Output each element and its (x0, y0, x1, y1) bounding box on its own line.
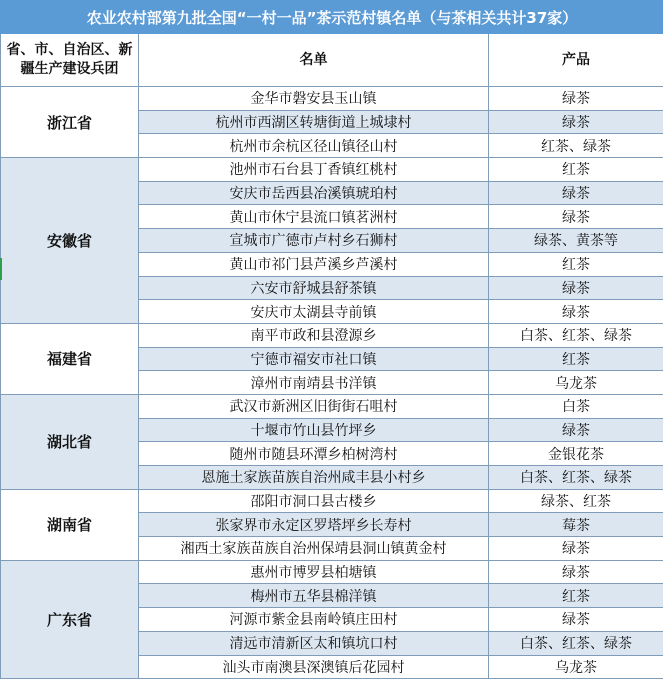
province-cell[interactable]: 安徽省 (1, 158, 139, 324)
product-cell[interactable]: 白茶、红茶、绿茶 (489, 631, 663, 655)
product-cell[interactable]: 绿茶 (489, 418, 663, 442)
table-row (1, 158, 663, 182)
name-cell[interactable]: 随州市随县环潭乡柏树湾村 (139, 442, 489, 466)
product-cell[interactable]: 绿茶 (489, 181, 663, 205)
name-cell[interactable]: 南平市政和县澄源乡 (139, 323, 489, 347)
name-cell[interactable]: 邵阳市洞口县古楼乡 (139, 489, 489, 513)
product-cell[interactable]: 绿茶 (489, 608, 663, 632)
product-cell[interactable]: 红茶 (489, 158, 663, 182)
name-cell[interactable]: 黄山市休宁县流口镇茗洲村 (139, 205, 489, 229)
table-row (1, 489, 663, 513)
name-cell[interactable]: 张家界市永定区罗塔坪乡长寿村 (139, 513, 489, 537)
header-province: 省、市、自治区、新疆生产建设兵团 (1, 34, 139, 87)
header-name: 名单 (139, 34, 489, 87)
product-cell[interactable]: 白茶 (489, 394, 663, 418)
name-cell[interactable]: 宁德市福安市社口镇 (139, 347, 489, 371)
product-cell[interactable]: 莓茶 (489, 513, 663, 537)
name-cell[interactable]: 安庆市太湖县寺前镇 (139, 300, 489, 324)
name-cell[interactable]: 池州市石台县丁香镇红桃村 (139, 158, 489, 182)
product-cell[interactable]: 乌龙茶 (489, 371, 663, 395)
product-cell[interactable]: 白茶、红茶、绿茶 (489, 323, 663, 347)
province-cell[interactable]: 浙江省 (1, 87, 139, 158)
table-row (1, 560, 663, 584)
name-cell[interactable]: 恩施土家族苗族自治州咸丰县小村乡 (139, 466, 489, 490)
name-cell[interactable]: 河源市紫金县南岭镇庄田村 (139, 608, 489, 632)
product-cell[interactable]: 绿茶 (489, 300, 663, 324)
province-cell[interactable]: 湖南省 (1, 489, 139, 560)
name-cell[interactable]: 十堰市竹山县竹坪乡 (139, 418, 489, 442)
product-cell[interactable]: 绿茶 (489, 537, 663, 561)
product-cell[interactable]: 绿茶 (489, 276, 663, 300)
name-cell[interactable]: 梅州市五华县棉洋镇 (139, 584, 489, 608)
product-cell[interactable]: 乌龙茶 (489, 655, 663, 679)
table-row (1, 87, 663, 111)
product-cell[interactable]: 红茶 (489, 584, 663, 608)
name-cell[interactable]: 湘西土家族苗族自治州保靖县洞山镇黄金村 (139, 537, 489, 561)
product-cell[interactable]: 金银花茶 (489, 442, 663, 466)
header-product: 产品 (489, 34, 663, 87)
product-cell[interactable]: 绿茶 (489, 560, 663, 584)
row-selection-marker (0, 258, 2, 280)
name-cell[interactable]: 六安市舒城县舒茶镇 (139, 276, 489, 300)
name-cell[interactable]: 金华市磐安县玉山镇 (139, 87, 489, 111)
product-cell[interactable]: 绿茶 (489, 87, 663, 111)
product-cell[interactable]: 绿茶、红茶 (489, 489, 663, 513)
name-cell[interactable]: 杭州市西湖区转塘街道上城埭村 (139, 110, 489, 134)
name-cell[interactable]: 宣城市广德市卢村乡石狮村 (139, 229, 489, 253)
table-title: 农业农村部第九批全国“一村一品”茶示范村镇名单（与茶相关共计37家） (1, 1, 663, 34)
product-cell[interactable]: 白茶、红茶、绿茶 (489, 466, 663, 490)
product-cell[interactable]: 绿茶、黄茶等 (489, 229, 663, 253)
name-cell[interactable]: 清远市清新区太和镇坑口村 (139, 631, 489, 655)
province-cell[interactable]: 湖北省 (1, 394, 139, 489)
product-cell[interactable]: 红茶 (489, 347, 663, 371)
province-cell[interactable]: 福建省 (1, 323, 139, 394)
name-cell[interactable]: 汕头市南澳县深澳镇后花园村 (139, 655, 489, 679)
product-cell[interactable]: 红茶 (489, 252, 663, 276)
table-row (1, 323, 663, 347)
name-cell[interactable]: 黄山市祁门县芦溪乡芦溪村 (139, 252, 489, 276)
product-cell[interactable]: 绿茶 (489, 110, 663, 134)
name-cell[interactable]: 安庆市岳西县冶溪镇琥珀村 (139, 181, 489, 205)
name-cell[interactable]: 漳州市南靖县书洋镇 (139, 371, 489, 395)
name-cell[interactable]: 惠州市博罗县柏塘镇 (139, 560, 489, 584)
name-cell[interactable]: 杭州市余杭区径山镇径山村 (139, 134, 489, 158)
product-cell[interactable]: 红茶、绿茶 (489, 134, 663, 158)
province-cell[interactable]: 广东省 (1, 560, 139, 678)
name-cell[interactable]: 武汉市新洲区旧街街石咀村 (139, 394, 489, 418)
table-row (1, 394, 663, 418)
product-cell[interactable]: 绿茶 (489, 205, 663, 229)
